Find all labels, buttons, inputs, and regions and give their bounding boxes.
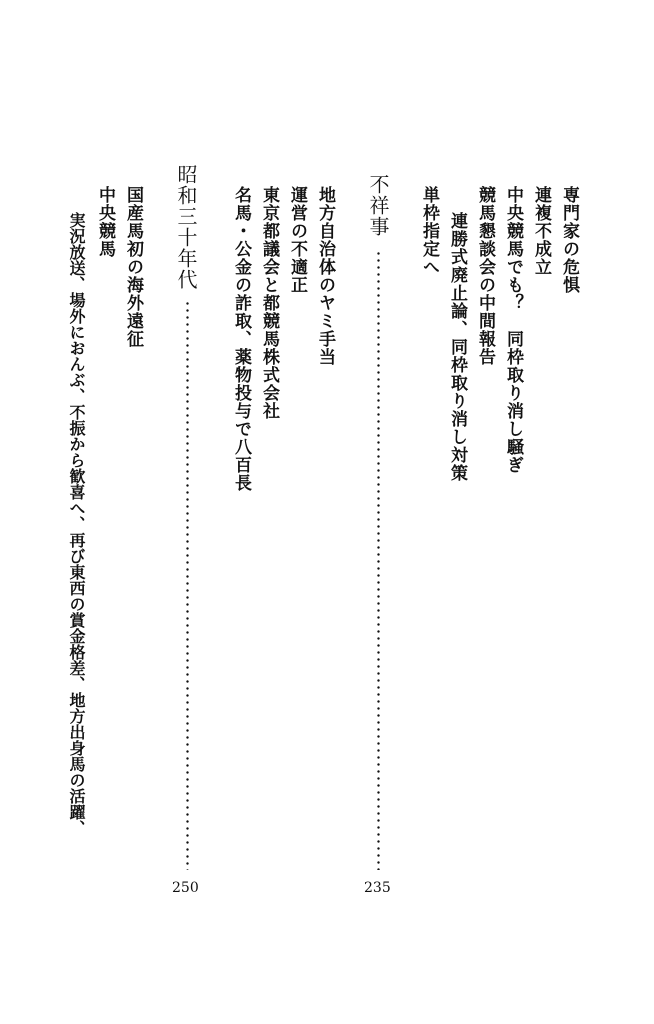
toc-entry: 連勝式廃止論、同枠取り消し対策 xyxy=(447,212,467,482)
toc-entry: 中央競馬でも？ 同枠取り消し騒ぎ xyxy=(503,186,523,474)
dot-leader xyxy=(377,250,380,870)
toc-entry: 実況放送、場外におんぶ、不振から歓喜へ、再び東西の賞金格差、地方出身馬の活躍、 xyxy=(67,212,86,836)
toc-entry: 地方自治体のヤミ手当 xyxy=(315,186,335,366)
toc-entry: 連複不成立 xyxy=(531,186,551,276)
page-number: 235 xyxy=(364,880,391,896)
toc-entry: 単枠指定へ xyxy=(419,186,439,276)
section-heading: 不祥事 xyxy=(366,174,390,237)
toc-entry: 専門家の危惧 xyxy=(559,186,579,294)
page-number: 250 xyxy=(172,880,199,896)
toc-entry: 東京都議会と都競馬株式会社 xyxy=(259,186,279,420)
toc-entry: 名馬・公金の詐取、薬物投与で八百長 xyxy=(231,186,251,492)
toc-entry: 競馬懇談会の中間報告 xyxy=(475,186,495,366)
toc-entry: 中央競馬 xyxy=(95,186,115,258)
toc-entry: 運営の不適正 xyxy=(287,186,307,294)
dot-leader xyxy=(186,300,189,870)
section-heading: 昭和三十年代 xyxy=(174,164,198,290)
toc-entry: 国産馬初の海外遠征 xyxy=(123,186,143,348)
